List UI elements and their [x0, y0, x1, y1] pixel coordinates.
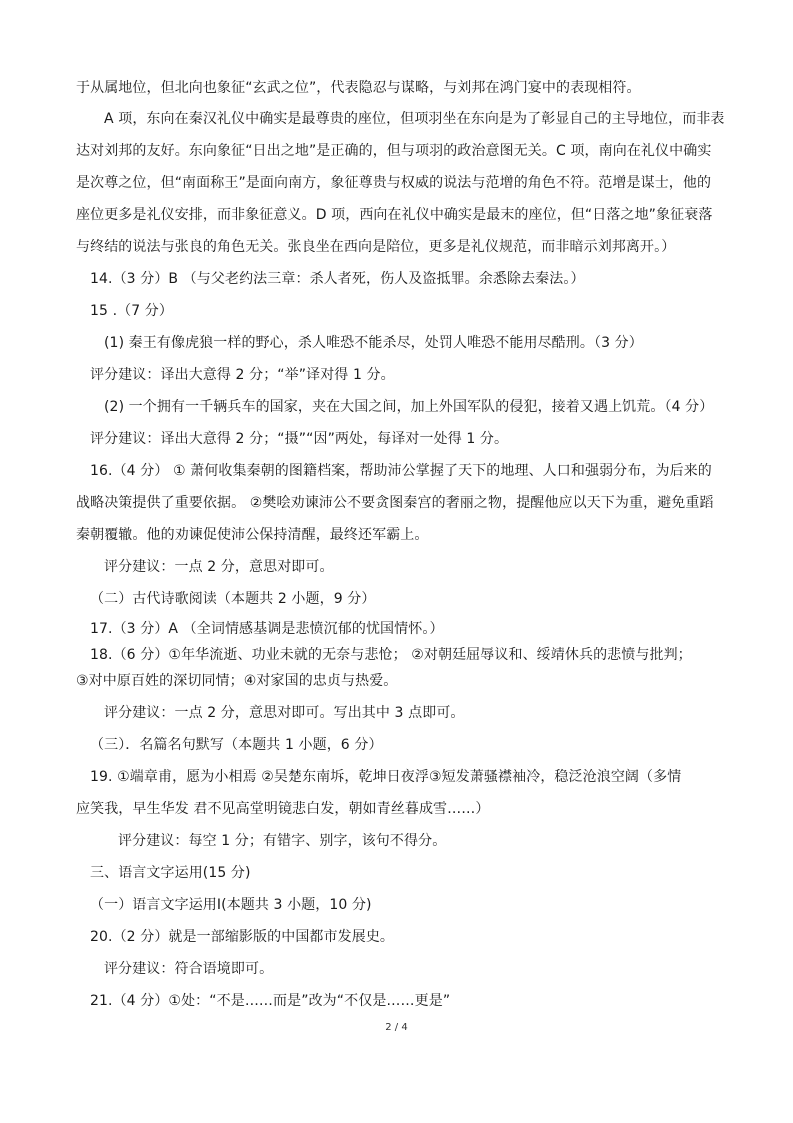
answer-line: 14.（3 分）B （与父老约法三章：杀人者死，伤人及盗抵罪。余悉除去秦法。） [90, 271, 585, 287]
answer-line: 应笑我，早生华发 君不见高堂明镜悲白发，朝如青丝暮成雪……） [76, 801, 490, 817]
scoring-note: 评分建议：译出大意得 2 分；“举”译对得 1 分。 [90, 367, 395, 383]
answer-line: 18.（6 分）①年华流逝、功业未就的无奈与悲怆； ②对朝廷屈辱议和、绥靖休兵的悲愤与批判； [90, 647, 692, 663]
answer-line: (2) 一个拥有一千辆兵车的国家，夹在大国之间，加上外国军队的侵犯，接着又遇上饥荒。（4 分） [104, 399, 714, 415]
scoring-note: 评分建议：一点 2 分，意思对即可。 [104, 559, 334, 575]
answer-line: 16.（4 分） ① 萧何收集秦朝的图籍档案，帮助沛公掌握了天下的地理、人口和强弱分布，为后来的 [90, 463, 712, 479]
body-line: 达对刘邦的友好。东向象征“日出之地”是正确的，但与项羽的政治意图无关。C 项，南向在礼仪中确实 [76, 143, 712, 159]
page-number: 2 / 4 [385, 1022, 408, 1033]
answer-line: 19. ①端章甫，愿为小相焉 ②吴楚东南坼，乾坤日夜浮③短发萧骚襟袖冷，稳泛沧浪空阔（多情 [90, 769, 682, 785]
body-line: 座位更多是礼仪安排，而非象征意义。D 项，西向在礼仪中确实是最末的座位，但“日落之地”象征衰落 [76, 207, 713, 223]
answer-line: ③对中原百姓的深切同情；④对家国的忠贞与热爱。 [76, 673, 398, 689]
answer-line: 秦朝覆辙。他的劝谏促使沛公保持清醒，最终还军霸上。 [76, 527, 429, 543]
question-heading: 15 .（7 分） [90, 303, 173, 319]
body-line: 与终结的说法与张良的角色无关。张良坐在西向是陪位，更多是礼仪规范，而非暗示刘邦离开。） [76, 239, 676, 255]
body-line: A 项，东向在秦汉礼仪中确实是最尊贵的座位，但项羽坐在东向是为了彰显自己的主导地位，而非表 [104, 111, 725, 127]
body-line: 是次尊之位，但“南面称王”是面向南方，象征尊贵与权威的说法与范增的角色不符。范增是谋士，他的 [76, 175, 712, 191]
answer-line: 21.（4 分）①处：“不是……而是”改为“不仅是……更是” [90, 993, 451, 1009]
section-heading: 三、语言文字运用(15 分) [90, 865, 251, 881]
answer-line: (1) 秦王有像虎狼一样的野心，杀人唯恐不能杀尽，处罚人唯恐不能用尽酷刑。（3 分） [104, 335, 643, 351]
scoring-note: 评分建议：译出大意得 2 分；“摄”“因”两处，每译对一处得 1 分。 [90, 431, 509, 447]
section-heading: （一）语言文字运用Ⅰ(本题共 3 小题，10 分) [90, 897, 372, 913]
answer-line: 战略决策提供了重要依据。 ②樊哙劝谏沛公不要贪图秦宫的奢丽之物，提醒他应以天下为重，避免重蹈 [76, 495, 714, 511]
body-line: 于从属地位，但北向也象征“玄武之位”，代表隐忍与谋略，与刘邦在鸿门宴中的表现相符。 [76, 80, 641, 96]
section-heading: （三）．名篇名句默写（本题共 1 小题，6 分） [90, 737, 383, 753]
scoring-note: 评分建议：符合语境即可。 [104, 961, 274, 977]
section-heading: （二）古代诗歌阅读（本题共 2 小题，9 分） [90, 591, 376, 607]
answer-line: 20.（2 分）就是一部缩影版的中国都市发展史。 [90, 929, 395, 945]
answer-line: 17.（3 分）A （全词情感基调是悲愤沉郁的忧国情怀。） [90, 621, 444, 637]
scoring-note: 评分建议：一点 2 分，意思对即可。写出其中 3 点即可。 [104, 705, 465, 721]
scoring-note: 评分建议：每空 1 分；有错字、别字，该句不得分。 [118, 833, 447, 849]
